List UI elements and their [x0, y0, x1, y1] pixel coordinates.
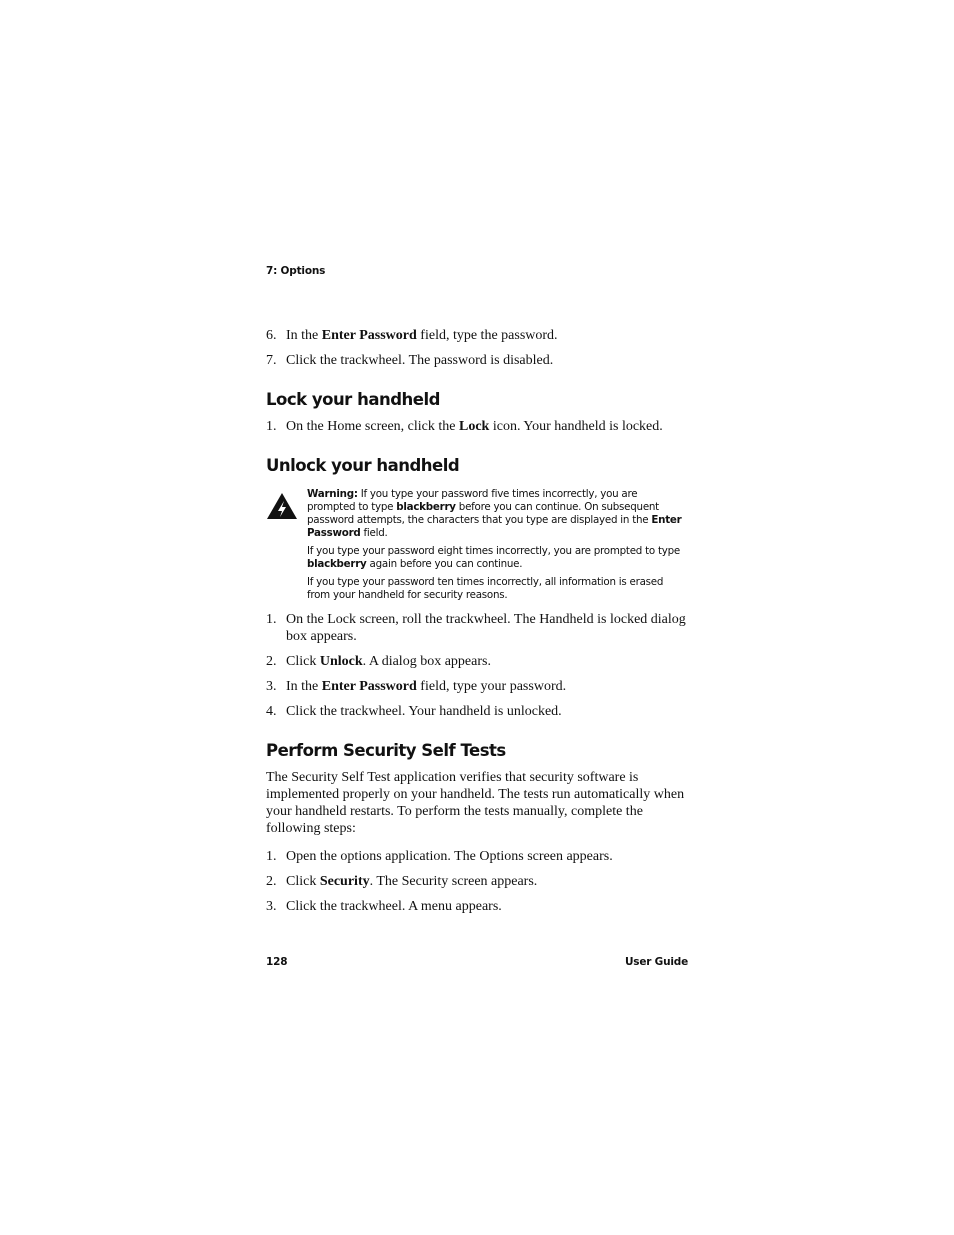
step-number: 4. — [266, 704, 277, 719]
step-number: 2. — [266, 874, 277, 889]
ui-term: Lock — [459, 419, 490, 434]
ui-term: Enter Password — [321, 679, 417, 694]
ui-term: Enter Password — [321, 328, 417, 343]
unlock-steps — [266, 611, 688, 720]
list-item: 1. On the Home screen, click the Lock icon. Your handheld is locked. — [266, 419, 663, 434]
list-item: 2. Click Unlock. A dialog box appears. — [266, 654, 491, 669]
warning-paragraph: If you type your password eight times incorrectly, you are prompted to type blackberry again before you can continue. — [307, 545, 680, 570]
step-number: 1. — [266, 419, 277, 434]
warning-label: Warning: — [307, 488, 358, 500]
unlock-heading: Unlock your handheld — [266, 456, 460, 475]
warning-icon — [266, 492, 298, 520]
page-number: 128 — [266, 956, 288, 968]
intro-steps — [266, 327, 688, 369]
list-item: 6. In the Enter Password field, type the password. — [266, 328, 558, 343]
list-item: 2. Click Security. The Security screen appears. — [266, 874, 538, 889]
lock-heading: Lock your handheld — [266, 390, 440, 409]
list-item: 1. Open the options application. The Options screen appears. — [266, 849, 613, 864]
ui-term: Unlock — [319, 654, 363, 669]
step-number: 3. — [266, 899, 277, 914]
page-content — [266, 262, 688, 923]
step-number: 3. — [266, 679, 277, 694]
list-item: 3. In the Enter Password field, type your password. — [266, 679, 567, 694]
list-item: 4. Click the trackwheel. Your handheld is unlocked. — [266, 704, 562, 719]
security-steps — [266, 848, 688, 915]
running-footer — [266, 954, 688, 970]
warning-paragraph: If you type your password ten times incorrectly, all information is erased from your handheld for security reasons. — [307, 576, 664, 601]
security-heading: Perform Security Self Tests — [266, 741, 506, 760]
list-item: 1. On the Lock screen, roll the trackwheel. The Handheld is locked dialog box appears. — [266, 612, 686, 644]
security-intro: The Security Self Test application verifies that security software is implemented properly on your handheld. The tests run automatically when your handheld restarts. To perform the tests manually, complete the following steps: — [266, 770, 685, 836]
warning-note — [266, 488, 688, 602]
step-number: 7. — [266, 353, 277, 368]
step-number: 6. — [266, 328, 277, 343]
ui-term: Security — [319, 874, 370, 889]
step-number: 1. — [266, 612, 277, 627]
step-number: 2. — [266, 654, 277, 669]
warning-paragraph: Warning: If you type your password five times incorrectly, you are prompted to type blackberry before you can continue. On subsequent password attempts, the characters that you type are displayed in the Enter Password field. — [307, 488, 682, 539]
step-number: 1. — [266, 849, 277, 864]
running-header: 7: Options — [266, 265, 326, 277]
document-title: User Guide — [624, 956, 688, 968]
lock-steps — [266, 418, 688, 435]
list-item: 7. Click the trackwheel. The password is disabled. — [266, 353, 554, 368]
list-item: 3. Click the trackwheel. A menu appears. — [266, 899, 502, 914]
